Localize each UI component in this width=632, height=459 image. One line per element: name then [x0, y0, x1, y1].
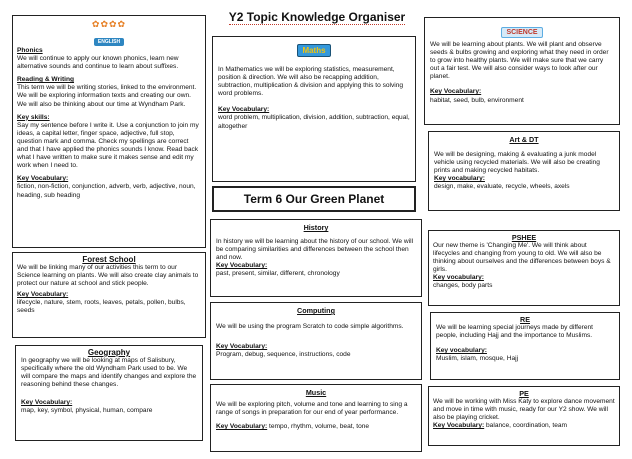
art-dt-text: We will be designing, making & evaluating a junk model vehicle using recycled materials. We will also be creating prints and making recycled habitats. — [434, 151, 600, 175]
key-skills-text: Say my sentence before I write it. Use a conjunction to join my ideas, a capital letter, finger space, adjective, full stop, question mark and comma. Check my spellings are correct and that I have applied the phonics sounds I know. Read back what I have written to make sure it makes sense and edit my work when I need to. — [17, 121, 199, 170]
forest-school-panel — [12, 252, 206, 338]
re-panel — [430, 312, 620, 380]
pshee-text: Our new theme is 'Changing Me'. We will think about lifecycles and changing from young to old. We will also be thinking about ourselves and the differences between boys & girls. — [433, 242, 611, 274]
english-vocab-text: fiction, non-fiction, conjunction, adverb, verb, adjective, noun, heading, sub heading — [17, 183, 196, 199]
maths-vocab-label: Key Vocabulary: — [218, 106, 270, 114]
history-text: In history we will be learning about the history of our school. We will be comparing similarities and differences between the school then and now. — [216, 238, 414, 262]
art-dt-vocab-label: Key vocabulary: — [434, 175, 485, 183]
pshee-vocab-label: Key vocabulary: — [433, 274, 484, 282]
pshee-heading: PSHEE — [511, 233, 537, 242]
art-dt-heading: Art & DT — [509, 135, 539, 144]
maths-logo: Maths — [218, 40, 410, 66]
computing-panel — [210, 302, 422, 380]
music-heading: Music — [305, 388, 327, 397]
geography-panel — [15, 345, 203, 441]
music-panel — [210, 384, 422, 452]
re-text: We will be learning special journeys made by different people, including Hajj and the importance to Muslims. — [436, 324, 593, 340]
reading-writing-text: This term we will be writing stories, linked to the environment. We will be exploring information texts and creating our own. We will also be thinking about our time at Wyndham Park. — [17, 84, 197, 108]
history-vocab-label: Key Vocabulary: — [216, 262, 268, 270]
art-dt-panel — [428, 131, 620, 211]
reading-writing-heading: Reading & Writing — [17, 76, 75, 84]
pe-vocab-text: balance, coordination, team — [484, 422, 568, 430]
computing-heading: Computing — [297, 306, 335, 315]
maths-panel — [212, 36, 416, 182]
re-vocab-text: Muslim, islam, mosque, Hajj — [436, 355, 519, 363]
science-logo: SCIENCE — [430, 21, 614, 41]
re-vocab-label: Key vocabulary: — [436, 347, 487, 355]
forest-vocab-text: lifecycle, nature, stem, roots, leaves, petals, pollen, bulbs, seeds — [17, 299, 186, 315]
key-skills-heading: Key skills: — [17, 113, 50, 121]
english-vocab-label: Key Vocabulary: — [17, 175, 69, 183]
phonics-heading: Phonics — [17, 47, 43, 54]
maths-vocab-text: word problem, multiplication, division, addition, subtraction, equal, altogether — [218, 114, 410, 130]
geography-heading: Geography — [87, 348, 131, 357]
history-vocab-text: past, present, similar, different, chronology — [216, 270, 340, 278]
re-heading: RE — [520, 315, 530, 324]
music-vocab-text: tempo, rhythm, volume, beat, tone — [267, 423, 370, 431]
page-title: Y2 Topic Knowledge Organiser — [228, 10, 406, 24]
art-dt-vocab-text: design, make, evaluate, recycle, wheels, axels — [434, 183, 570, 191]
geography-vocab-label: Key Vocabulary: — [21, 399, 73, 407]
computing-text: We will be using the program Scratch to code simple algorithms. — [216, 323, 404, 330]
english-panel — [12, 15, 206, 248]
science-vocab-text: habitat, seed, bulb, environment — [430, 96, 524, 104]
pe-heading: PE — [519, 389, 529, 398]
science-vocab-label: Key Vocabulary: — [430, 88, 482, 96]
term-title-box — [212, 186, 416, 212]
science-panel — [424, 17, 620, 125]
history-heading: History — [303, 223, 329, 232]
pshee-vocab-text: changes, body parts — [433, 282, 493, 290]
music-vocab-label: Key Vocabulary: — [216, 423, 268, 431]
computing-vocab-label: Key Vocabulary: — [216, 343, 268, 351]
science-text: We will be learning about plants. We will plant and observe seeds & bulbs growing and exploring what they need in order to grow into healthy plants. We will make sure that we carry out a fair test. We will also consider ways to look after our planet. — [430, 41, 609, 81]
history-panel — [210, 219, 422, 297]
geography-vocab-text: map, key, symbol, physical, human, compare — [21, 407, 153, 415]
phonics-text: We will continue to apply our known phonics, learn new alternative sounds and continue to learn about suffixes. — [17, 55, 179, 71]
computing-vocab-text: Program, debug, sequence, instructions, code — [216, 351, 351, 359]
pshee-panel — [428, 230, 620, 306]
pe-panel — [428, 386, 620, 446]
term-title: Term 6 Our Green Planet — [243, 192, 385, 206]
forest-vocab-label: Key Vocabulary: — [17, 291, 69, 299]
music-text: We will be exploring pitch, volume and tone and learning to sing a range of songs in preparation for our end of year performance. — [216, 401, 408, 417]
forest-school-heading: Forest School — [82, 255, 136, 264]
forest-school-text: We will be linking many of our activities this term to our Science learning on plants. We will also create clay animals to protect our nature at school and stick people. — [17, 264, 199, 288]
pe-text: We will be working with Miss Katy to explore dance movement and move in time with music, ready for our Y2 show. We will also be playing cricket. — [433, 398, 615, 422]
pe-vocab-label: Key Vocabulary: — [433, 422, 485, 430]
english-logo: ✿✿✿✿ ENGLISH — [91, 19, 127, 45]
maths-text: In Mathematics we will be exploring statistics, measurement, position & direction. We will also be recapping addition, subtraction, multiplication & division and applying this to solving word problems. — [218, 66, 404, 98]
geography-text: In geography we will be looking at maps of Salisbury, specifically where the old Wyndham Park used to be. We will compare the maps and identify changes and explore the reasoning behind these changes. — [21, 357, 197, 389]
